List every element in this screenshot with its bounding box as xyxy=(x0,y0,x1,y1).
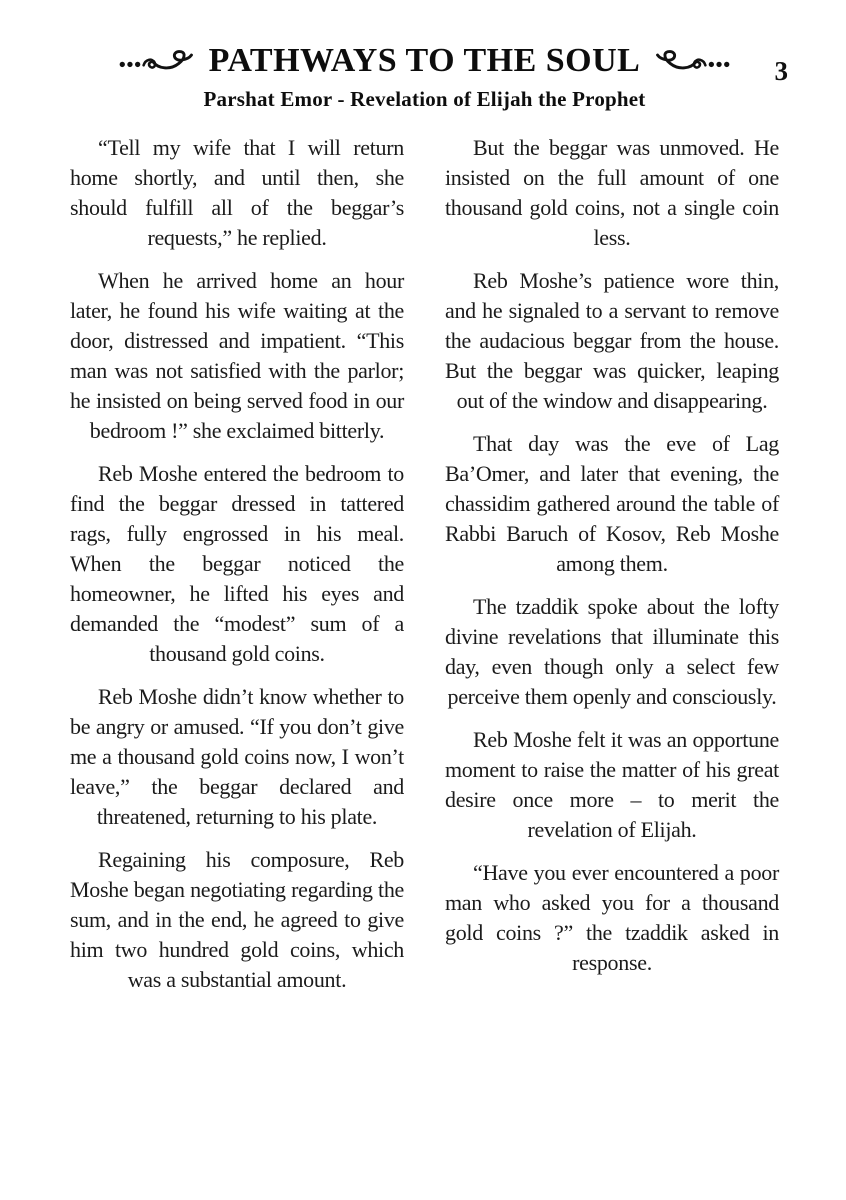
left-column xyxy=(70,133,404,1008)
title-row xyxy=(70,42,779,80)
two-column-text xyxy=(70,133,779,1008)
paragraph: Regaining his composure, Reb Moshe began negotiating regarding the sum, and in the end, he agreed to give him two hundred gold coins, which was a substantial amount. xyxy=(70,847,404,992)
paragraph: But the beggar was unmoved. He insisted on the full amount of one thousand gold coins, not a single coin less. xyxy=(445,135,779,250)
paragraph: Reb Moshe’s patience wore thin, and he signaled to a servant to remove the audacious beggar from the house. But the beggar was quicker, leaping out of the window and disappearing. xyxy=(445,268,779,413)
paragraph: The tzaddik spoke about the lofty divine revelations that illuminate this day, even though only a select few perceive them openly and consciously. xyxy=(445,594,779,709)
flourish-right-icon xyxy=(649,44,731,78)
paragraph: That day was the eve of Lag Ba’Omer, and later that evening, the chassidim gathered around the table of Rabbi Baruch of Kosov, Reb Moshe among them. xyxy=(445,431,779,576)
section-subtitle: Parshat Emor - Revelation of Elijah the Prophet xyxy=(203,87,646,111)
page-title: PATHWAYS TO THE SOUL xyxy=(208,42,641,79)
paragraph: When he arrived home an hour later, he found his wife waiting at the door, distressed and impatient. “This man was not satisfied with the parlor; he insisted on being served food in our bedroom !” she exclaimed bitterly. xyxy=(70,268,404,443)
paragraph: Reb Moshe didn’t know whether to be angry or amused. “If you don’t give me a thousand gold coins now, I won’t leave,” the beggar declared and threatened, returning to his plate. xyxy=(70,684,404,829)
paragraph: “Tell my wife that I will return home shortly, and until then, she should fulfill all of the beggar’s requests,” he replied. xyxy=(70,135,404,250)
page-header xyxy=(70,42,788,112)
paragraph: Reb Moshe entered the bedroom to find the beggar dressed in tattered rags, fully engrossed in his meal. When the beggar noticed the homeowner, he lifted his eyes and demanded the “modest” sum of a thousand gold coins. xyxy=(70,461,404,666)
paragraph: Reb Moshe felt it was an opportune moment to raise the matter of his great desire once more – to merit the revelation of Elijah. xyxy=(445,727,779,842)
flourish-left-icon xyxy=(118,44,200,78)
page-number: 3 xyxy=(774,56,788,86)
paragraph: “Have you ever encountered a poor man who asked you for a thousand gold coins ?” the tzaddik asked in response. xyxy=(445,860,779,975)
right-column xyxy=(445,133,779,1008)
